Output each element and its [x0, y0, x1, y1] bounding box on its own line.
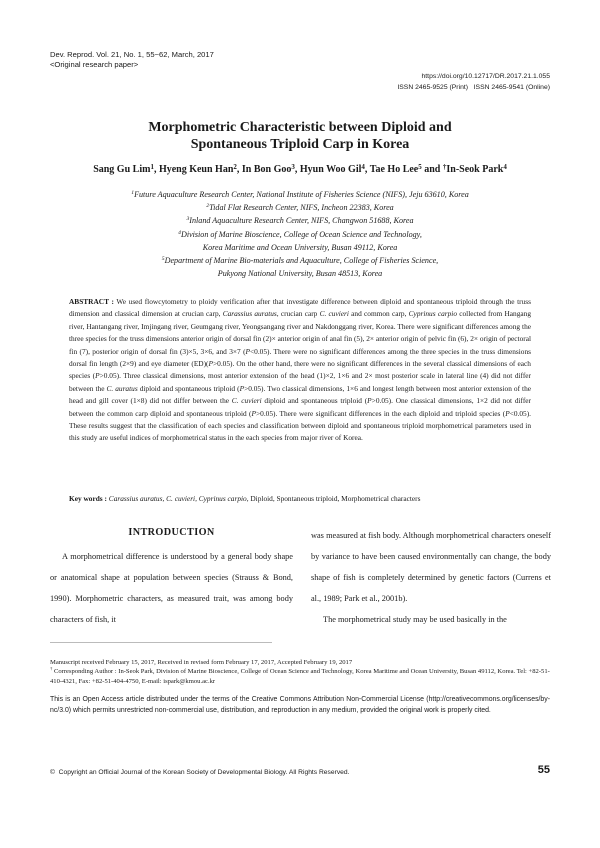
- section-heading-introduction: INTRODUCTION: [128, 527, 215, 538]
- journal-citation: Dev. Reprod. Vol. 21, No. 1, 55~62, March, 2017: [50, 50, 214, 59]
- abstract: [69, 296, 531, 445]
- author-name: In Bon Goo$^3$: [241, 163, 295, 175]
- affiliation-index: 4: [178, 229, 181, 236]
- keywords-label: Key words :: [69, 494, 107, 503]
- corresponding-author-text: Corresponding Author : In-Seok Park, Division of Marine Bioscience, College of Ocean Science and Technology, Korea Maritime and Ocean University, Busan 49112, Korea. Tel: +82-51-410-4321, Fax: +82-51-404-4750, E-mail: ispark@kmou.ac.kr: [50, 668, 550, 685]
- author-name: †In-Seok Park$^4$: [442, 163, 507, 175]
- author-affiliation-index: 4: [361, 163, 365, 171]
- corresponding-mark: †: [442, 163, 447, 171]
- author-affiliation-index: 4: [503, 163, 507, 171]
- issn-line: ISSN 2465-9525 (Print) ISSN 2465-9541 (Online): [397, 84, 550, 91]
- manuscript-dates: Manuscript received February 15, 2017, Received in revised form February 17, 2017, Accepted February 19, 2017: [50, 659, 353, 666]
- footnotes: [50, 658, 550, 686]
- affiliation-index: 5: [161, 256, 165, 263]
- title-line-1: Morphometric Characteristic between Diploid and: [148, 120, 452, 135]
- author-name: Hyeng Keun Han$^2$: [158, 163, 237, 175]
- italic-term: P: [367, 396, 372, 406]
- italic-term: C. auratus: [106, 383, 138, 393]
- text-run: We used flowcytometry to ploidy verification after that investigate difference between diploid and spontaneous triploid through the truss dimension and classical dimension at crucian carp,: [69, 297, 531, 319]
- keywords-body: [107, 494, 421, 503]
- affiliation-line: $^2$Tidal Flat Research Center, NIFS, Incheon 22383, Korea: [206, 203, 394, 213]
- italic-term: P: [505, 408, 510, 418]
- text-run: , crucian carp: [276, 309, 320, 319]
- affiliation-line: $^5$Department of Marine Bio-materials and Aquaculture, College of Fisheries Science,: [161, 256, 439, 266]
- text-run: >0.05). On the other hand, there were no significant differences in the several classical dimensions of each species (: [69, 359, 531, 381]
- keywords: [69, 493, 531, 505]
- italic-term: P: [251, 408, 256, 418]
- author-name: Hyun Woo Gil$^4$: [299, 163, 365, 175]
- corresponding-author: [50, 667, 550, 686]
- footnote-divider: [50, 642, 272, 643]
- text-run: >0.05). Three classical dimensions, most anterior extension of the head (1)×2, 1×6 and 2× most posterior scale in lateral line (4) did not differ between the: [69, 371, 531, 393]
- affiliation-line: Pukyong National University, Busan 48513, Korea: [217, 269, 383, 279]
- author-list: Sang Gu Lim$^1$, Hyeng Keun Han$^2$, In Bon Goo$^3$, Hyun Woo Gil$^4$, Tae Ho Lee$^5$ and †In-Seok Park$^4$: [93, 163, 507, 175]
- author-affiliation-index: 3: [291, 163, 295, 171]
- paper-title: [0, 119, 600, 153]
- dagger-mark: †: [50, 666, 53, 672]
- text-run: diploid and spontaneous triploid (: [137, 383, 240, 393]
- italic-term: P: [208, 359, 213, 369]
- italic-term: P: [95, 371, 100, 381]
- italic-term: C. cuvieri: [231, 396, 262, 406]
- author-affiliation-index: 1: [150, 163, 154, 171]
- author-name: Tae Ho Lee$^5$: [369, 163, 422, 175]
- abstract-body: [69, 297, 531, 442]
- paper-type: <Original research paper>: [50, 60, 139, 69]
- affiliation-line: $^3$Inland Aquaculture Research Center, NIFS, Changwon 51688, Korea: [186, 216, 414, 226]
- open-access-notice: This is an Open Access article distributed under the terms of the Creative Commons Attribution Non-Commercial License (http://creativecommons.org/licenses/by-nc/3.0) which permits unrestricted non-commercial use, distribution, and reproduction in any medium, provided the original work is properly cited.: [50, 696, 550, 715]
- page-number: 55: [537, 764, 550, 776]
- doi-link[interactable]: https://doi.org/10.12717/DR.2017.21.1.055: [421, 73, 550, 80]
- affiliation-list: [0, 188, 600, 280]
- text-run: <0.05). There were no significant differences among the three species in the truss dimensions dorsal fin length (2×9) and eye diameter (ED)(: [69, 346, 531, 369]
- title-line-2: Spontaneous Triploid Carp in Korea: [190, 137, 410, 152]
- text-run: Diploid, Spontaneous triploid, Morphometrical characters: [248, 494, 421, 503]
- doi-block: [397, 71, 550, 93]
- affiliation-index: 3: [186, 216, 190, 223]
- affiliation-index: 1: [131, 190, 135, 196]
- italic-term: P: [239, 383, 245, 393]
- affiliation-line: $^1$Future Aquaculture Research Center, National Institute of Fisheries Science (NIFS), Jeju 63610, Korea: [131, 190, 469, 199]
- intro-paragraph-2: The morphometrical study may be used basically in the: [323, 615, 507, 625]
- text-run: and common carp,: [348, 309, 409, 319]
- author-affiliation-index: 2: [233, 163, 237, 171]
- intro-paragraph-1-continued: was measured at fish body. Although morphometrical characters oneself by variance to have been caused environmentally can change, the body shape of fish is completely determined by genetic factors (Currens et al., 1989; Park et al., 2001b).: [311, 531, 551, 604]
- intro-paragraph-1: A morphometrical difference is understood by a general body shape or anatomical shape at population between species (Strauss & Bond, 1990). Morphometric characters, as measured trait, was among body characters of fish, it: [50, 552, 293, 625]
- affiliation-line: Korea Maritime and Ocean University, Busan 49112, Korea: [202, 242, 398, 252]
- italic-term: Cyprinus carpio: [408, 309, 457, 319]
- italic-term: C. cuvieri: [319, 309, 349, 319]
- text-run: collected from Hangang river, Hantangang river, Imjingang river, Geumgang river, Yeongsangang river and Nakdonggang river, Korea. There were significant differences among the three species for the truss dimensions anterior origin of dorsal fin (2)× anterior origin of anal fin (5), 2× anterior origin of pelvic fin (6), 2× origin of pectoral fin (7), posterior origin of dorsal fin (3)×5, 3×6, and 3×7 (: [69, 309, 531, 356]
- text-run: >0.05). Two classical dimensions, 1×6 and longest length between most anterior extension of the head and gill cover (1×8) did not differ between the: [69, 383, 532, 406]
- affiliation-index: 2: [206, 203, 210, 210]
- affiliation-line: $^4$Division of Marine Bioscience, College of Ocean Science and Technology,: [178, 229, 422, 239]
- italic-term: P: [245, 346, 251, 356]
- italic-term: Carassius auratus: [222, 309, 277, 319]
- text-run: >0.05). One classical dimensions, 1×2 did not differ between the common carp diploid and spontaneous triploid (: [69, 396, 531, 418]
- body-column-right: [311, 525, 551, 630]
- body-column-left: [50, 546, 293, 630]
- text-run: <0.05). These results suggest that the classification of each species and classification between diploid and spontaneous triploid morphometrical parameters used in this study are useful indices of morphometrical status in the each species from major river of Korea.: [69, 408, 532, 443]
- abstract-label: ABSTRACT :: [69, 297, 114, 306]
- text-run: diploid and spontaneous triploid (: [261, 396, 368, 406]
- journal-info: [50, 50, 214, 70]
- copyright-notice: © Copyright an Official Journal of the Korean Society of Developmental Biology. All Rights Reserved.: [50, 769, 350, 776]
- italic-term: Carassius auratus, C. cuvieri, Cyprinus carpio,: [108, 494, 249, 503]
- author-name: Sang Gu Lim$^1$: [93, 163, 154, 175]
- author-affiliation-index: 5: [418, 163, 422, 171]
- text-run: >0.05). There were significant differences in the each diploid and triploid species (: [256, 408, 506, 418]
